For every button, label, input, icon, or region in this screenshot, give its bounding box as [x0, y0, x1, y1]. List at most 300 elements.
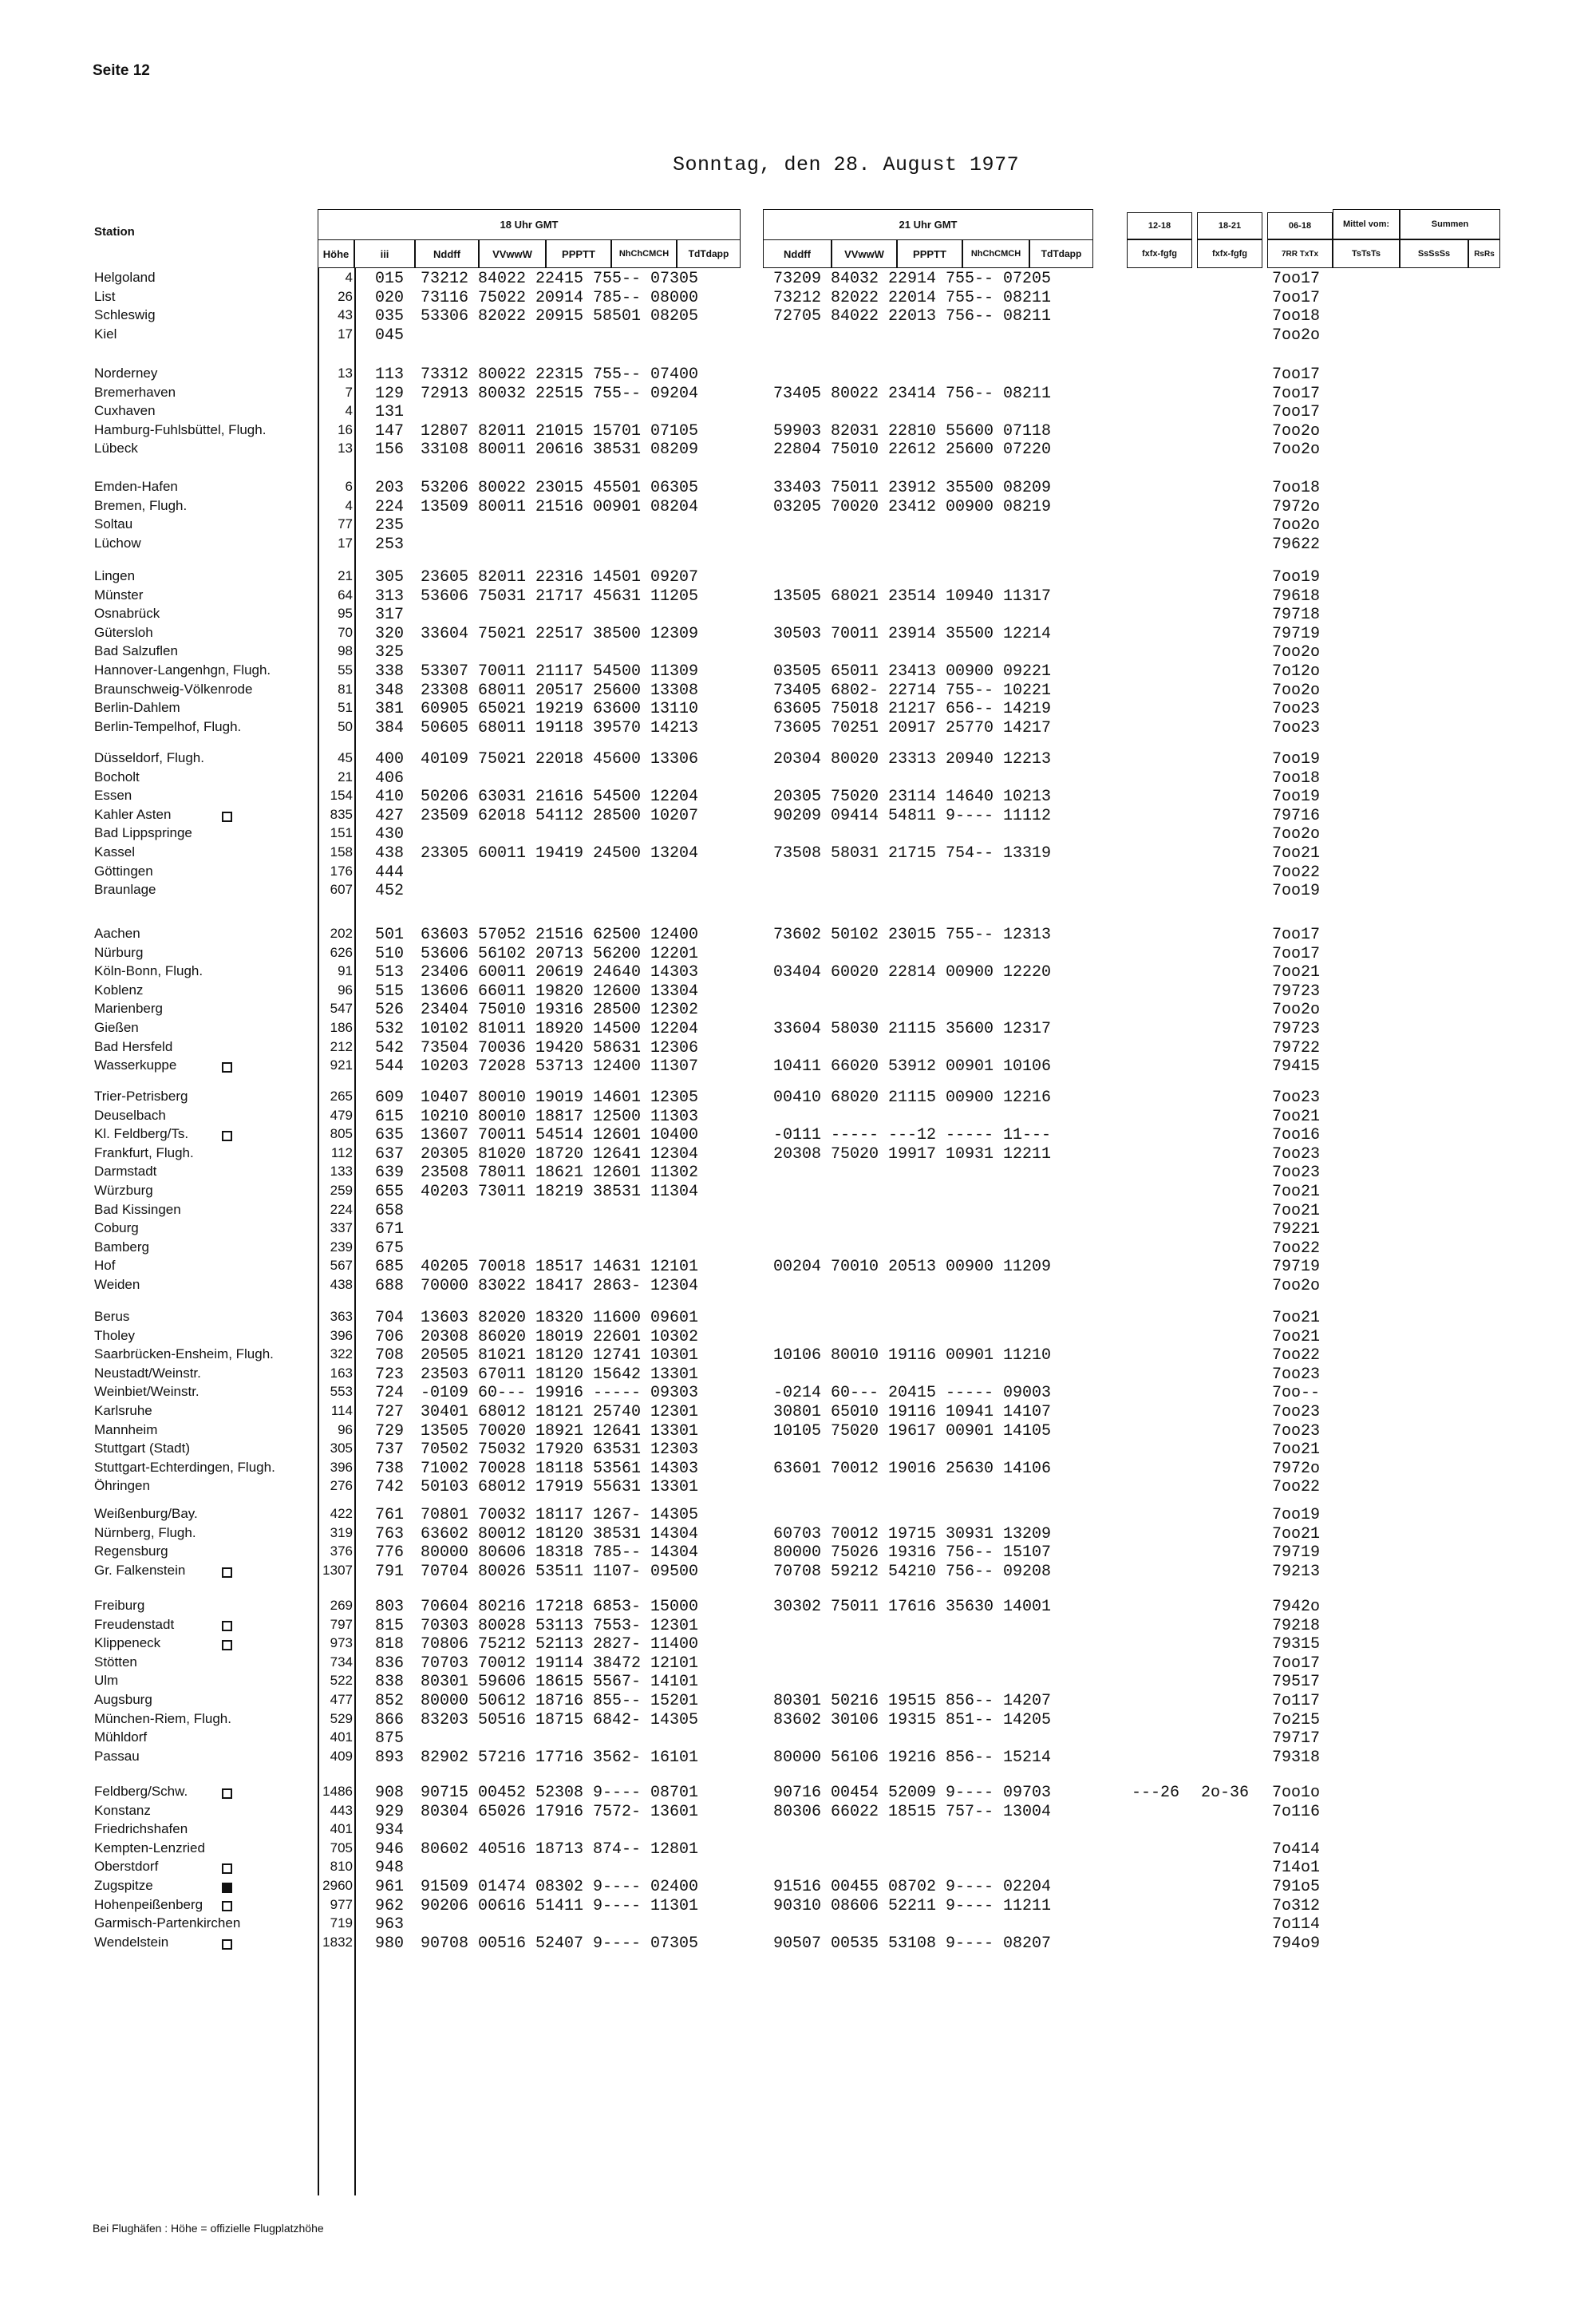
extremes-06-18: 7oo23	[1272, 1144, 1321, 1164]
obs-18-gmt: 13607 70011 54514 12601 10400	[421, 1126, 699, 1145]
station-name: Trier-Petrisberg	[94, 1089, 188, 1104]
obs-18-gmt: 10102 81011 18920 14500 12204	[421, 1020, 699, 1038]
obs-18-gmt: 13603 82020 18320 11600 09601	[421, 1309, 699, 1327]
station-id: 515	[375, 982, 405, 1001]
extremes-06-18: 7oo22	[1272, 1346, 1321, 1365]
extremes-06-18: 714o1	[1272, 1859, 1321, 1878]
table-row	[0, 1089, 1596, 1107]
extremes-06-18: 7oo22	[1272, 863, 1321, 882]
station-name: Bocholt	[94, 769, 140, 784]
table-row	[0, 788, 1596, 806]
station-height: 4	[345, 403, 353, 419]
table-row	[0, 1525, 1596, 1543]
extremes-06-18: 7oo23	[1272, 700, 1321, 719]
station-name: Mannheim	[94, 1421, 158, 1437]
station-height: 438	[330, 1277, 353, 1292]
station-height: 45	[338, 750, 353, 765]
obs-21-gmt: 80306 66022 18515 757-- 13004	[773, 1802, 1052, 1821]
extremes-06-18: 7oo21	[1272, 1183, 1321, 1201]
obs-18-gmt: 23605 82011 22316 14501 09207	[421, 568, 699, 587]
station-name: Karlsruhe	[94, 1403, 152, 1418]
extremes-06-18: 7oo22	[1272, 1478, 1321, 1497]
station-name: Bad Kissingen	[94, 1201, 181, 1217]
station-height: 98	[338, 643, 353, 659]
header-pppt-21: PPPTT	[897, 239, 962, 268]
station-name: Braunschweig-Völkenrode	[94, 681, 253, 697]
table-row	[0, 769, 1596, 788]
station-name: Hamburg-Fuhlsbüttel, Flugh.	[94, 421, 267, 437]
table-row	[0, 568, 1596, 587]
station-name: Würzburg	[94, 1183, 153, 1198]
station-name: Wasserkuppe	[94, 1057, 177, 1073]
header-nddff: Nddff	[415, 239, 479, 268]
station-height: 479	[330, 1107, 353, 1123]
station-height: 422	[330, 1506, 353, 1521]
table-row	[0, 1598, 1596, 1616]
station-id: 838	[375, 1673, 405, 1692]
table-row	[0, 385, 1596, 403]
extremes-06-18: 7oo17	[1272, 926, 1321, 944]
station-id: 381	[375, 700, 405, 719]
table-row	[0, 587, 1596, 606]
extremes-06-18: 79719	[1272, 624, 1321, 643]
station-height: 133	[330, 1164, 353, 1180]
station-height: 305	[330, 1440, 353, 1456]
station-height: 319	[330, 1524, 353, 1540]
extremes-06-18: 7oo17	[1272, 944, 1321, 963]
station-height: 705	[330, 1840, 353, 1855]
station-height: 163	[330, 1365, 353, 1381]
obs-18-gmt: 90715 00452 52308 9---- 08701	[421, 1784, 699, 1802]
obs-18-gmt: 83203 50516 18715 6842- 14305	[421, 1710, 699, 1729]
extremes-06-18: 7oo17	[1272, 270, 1321, 288]
extremes-06-18: 79315	[1272, 1635, 1321, 1654]
obs-18-gmt: 72913 80032 22515 755-- 09204	[421, 384, 699, 403]
obs-18-gmt: 23509 62018 54112 28500 10207	[421, 806, 699, 825]
extremes-06-18: 79213	[1272, 1562, 1321, 1581]
table-row	[0, 1543, 1596, 1562]
obs-21-gmt: -0214 60--- 20415 ----- 09003	[773, 1384, 1052, 1403]
extremes-06-18: 79719	[1272, 1258, 1321, 1277]
station-id: 724	[375, 1384, 405, 1403]
station-name: Bad Hersfeld	[94, 1038, 173, 1054]
extremes-06-18: 7oo21	[1272, 1201, 1321, 1220]
obs-21-gmt: 73508 58031 21715 754-- 13319	[773, 844, 1052, 863]
obs-21-gmt: 03404 60020 22814 00900 12220	[773, 963, 1052, 982]
station-id: 836	[375, 1654, 405, 1673]
table-row	[0, 1840, 1596, 1859]
station-id: 893	[375, 1748, 405, 1767]
obs-18-gmt: 13509 80011 21516 00901 08204	[421, 497, 699, 516]
station-name: List	[94, 288, 116, 304]
header-18uhr: 18 Uhr GMT	[318, 209, 741, 239]
obs-21-gmt: 10106 80010 19116 00901 11210	[773, 1346, 1052, 1365]
table-row	[0, 1277, 1596, 1295]
table-row	[0, 1821, 1596, 1840]
table-row	[0, 1183, 1596, 1201]
station-name: Norderney	[94, 366, 158, 381]
header-mittel-sub: TsTsTs	[1333, 239, 1400, 268]
table-row	[0, 1164, 1596, 1182]
extremes-06-18: 79718	[1272, 606, 1321, 625]
obs-18-gmt: 53307 70011 21117 54500 11309	[421, 662, 699, 681]
table-row	[0, 289, 1596, 307]
station-name: Nürnberg, Flugh.	[94, 1524, 196, 1540]
table-row	[0, 1729, 1596, 1748]
obs-21-gmt: 80000 75026 19316 756-- 15107	[773, 1543, 1052, 1563]
extremes-06-18: 7oo17	[1272, 366, 1321, 384]
square-icon	[222, 1899, 232, 1914]
extremes-06-18: 7oo2o	[1272, 825, 1321, 844]
header-summen: Summen	[1400, 209, 1500, 239]
extremes-06-18: 79415	[1272, 1057, 1321, 1077]
station-id: 727	[375, 1403, 405, 1421]
station-name: Feldberg/Schw.	[94, 1784, 188, 1799]
table-row	[0, 1403, 1596, 1421]
station-name: Klippeneck	[94, 1635, 161, 1651]
obs-18-gmt: 50103 68012 17919 55631 13301	[421, 1478, 699, 1497]
table-row	[0, 1202, 1596, 1220]
extremes-06-18: 7oo17	[1272, 403, 1321, 422]
station-height: 95	[338, 606, 353, 622]
extremes-06-18: 7oo21	[1272, 1309, 1321, 1327]
obs-21-gmt: 63601 70012 19016 25630 14106	[773, 1459, 1052, 1478]
obs-18-gmt: 73312 80022 22315 755-- 07400	[421, 366, 699, 384]
station-name: Coburg	[94, 1220, 139, 1236]
obs-18-gmt: 70704 80026 53511 1107- 09500	[421, 1562, 699, 1581]
obs-21-gmt: 13505 68021 23514 10940 11317	[773, 587, 1052, 606]
header-station: Station	[94, 225, 135, 239]
station-id: 224	[375, 497, 405, 516]
header-vvwww: VVwwW	[479, 239, 546, 268]
extremes-06-18: 7oo19	[1272, 788, 1321, 807]
station-id: 015	[375, 270, 405, 288]
obs-18-gmt: 73116 75022 20914 785-- 08000	[421, 288, 699, 307]
obs-18-gmt: -0109 60--- 19916 ----- 09303	[421, 1384, 699, 1403]
table-row	[0, 535, 1596, 554]
extremes-06-18: 7oo23	[1272, 1403, 1321, 1421]
station-height: 154	[330, 788, 353, 804]
station-id: 708	[375, 1346, 405, 1365]
station-name: Emden-Hafen	[94, 479, 178, 494]
station-id: 035	[375, 307, 405, 326]
header-12-18-sub: fxfx-fgfg	[1127, 239, 1192, 268]
station-name: Soltau	[94, 516, 133, 532]
obs-21-gmt: 90716 00454 52009 9---- 09703	[773, 1784, 1052, 1802]
station-name: Hannover-Langenhgn, Flugh.	[94, 662, 271, 678]
station-id: 147	[375, 421, 405, 441]
table-row	[0, 498, 1596, 516]
obs-21-gmt: 73212 82022 22014 755-- 08211	[773, 288, 1052, 307]
obs-18-gmt: 23305 60011 19419 24500 13204	[421, 844, 699, 863]
station-id: 253	[375, 535, 405, 554]
station-height: 16	[338, 421, 353, 437]
station-name: Aachen	[94, 926, 140, 941]
header-pppt: PPPTT	[546, 239, 611, 268]
obs-21-gmt: 03205 70020 23412 00900 08219	[773, 497, 1052, 516]
station-id: 706	[375, 1327, 405, 1346]
table-row	[0, 441, 1596, 459]
table-row	[0, 1001, 1596, 1019]
station-id: 946	[375, 1840, 405, 1859]
station-id: 020	[375, 288, 405, 307]
station-id: 313	[375, 587, 405, 606]
obs-18-gmt: 53606 75031 21717 45631 11205	[421, 587, 699, 606]
header-18-21: 18-21	[1197, 212, 1262, 239]
station-height: 2960	[322, 1878, 353, 1893]
obs-21-gmt: 59903 82031 22810 55600 07118	[773, 421, 1052, 441]
station-id: 513	[375, 963, 405, 982]
obs-18-gmt: 30401 68012 18121 25740 12301	[421, 1403, 699, 1421]
station-height: 51	[338, 700, 353, 716]
station-name: Kahler Asten	[94, 806, 172, 822]
station-name: Augsburg	[94, 1692, 152, 1707]
station-id: 742	[375, 1478, 405, 1497]
table-row	[0, 1673, 1596, 1691]
station-id: 875	[375, 1729, 405, 1749]
extremes-06-18: 79723	[1272, 1020, 1321, 1038]
header-21uhr: 21 Uhr GMT	[763, 209, 1093, 239]
obs-18-gmt: 70303 80028 53113 7553- 12301	[421, 1616, 699, 1635]
extremes-06-18: 7oo1o	[1272, 1784, 1321, 1802]
table-row	[0, 1506, 1596, 1524]
station-id: 544	[375, 1057, 405, 1077]
table-row	[0, 662, 1596, 681]
station-id: 852	[375, 1692, 405, 1710]
obs-18-gmt: 53206 80022 23015 45501 06305	[421, 479, 699, 497]
table-row	[0, 1635, 1596, 1654]
header-summen-sub2: RsRs	[1468, 239, 1500, 268]
obs-21-gmt: 30801 65010 19116 10941 14107	[773, 1403, 1052, 1421]
obs-21-gmt: -0111 ----- ---12 ----- 11---	[773, 1126, 1052, 1145]
station-id: 526	[375, 1001, 405, 1020]
obs-18-gmt: 80602 40516 18713 874-- 12801	[421, 1840, 699, 1859]
station-height: 21	[338, 769, 353, 784]
square-icon	[222, 1060, 232, 1074]
square-icon	[222, 1638, 232, 1652]
square-icon	[222, 1619, 232, 1634]
table-row	[0, 606, 1596, 624]
station-height: 1307	[322, 1562, 353, 1578]
obs-18-gmt: 10407 80010 19019 14601 12305	[421, 1089, 699, 1107]
station-height: 1486	[322, 1784, 353, 1799]
obs-18-gmt: 20505 81021 18120 12741 10301	[421, 1346, 699, 1365]
station-name: Tholey	[94, 1327, 136, 1343]
obs-21-gmt: 70708 59212 54210 756-- 09208	[773, 1562, 1052, 1581]
station-name: Gr. Falkenstein	[94, 1562, 186, 1578]
footnote: Bei Flughäfen : Höhe = offizielle Flugplatzhöhe	[93, 2222, 324, 2235]
obs-21-gmt: 60703 70012 19715 30931 13209	[773, 1524, 1052, 1543]
station-height: 4	[345, 497, 353, 513]
station-name: Freiburg	[94, 1598, 145, 1613]
station-name: Weißenburg/Bay.	[94, 1506, 198, 1521]
table-row	[0, 1258, 1596, 1276]
station-name: Berus	[94, 1309, 130, 1324]
station-id: 637	[375, 1144, 405, 1164]
obs-18-gmt: 91509 01474 08302 9---- 02400	[421, 1878, 699, 1896]
square-icon	[222, 809, 232, 824]
header-06-18-sub: 7RR TxTx	[1267, 239, 1333, 268]
station-height: 529	[330, 1710, 353, 1726]
station-id: 113	[375, 366, 405, 384]
station-height: 77	[338, 516, 353, 532]
station-id: 305	[375, 568, 405, 587]
extremes-06-18: 79722	[1272, 1038, 1321, 1057]
extremes-06-18: 7972o	[1272, 1459, 1321, 1478]
extremes-06-18: 79719	[1272, 1543, 1321, 1563]
obs-21-gmt: 80301 50216 19515 856-- 14207	[773, 1692, 1052, 1710]
table-row	[0, 479, 1596, 497]
station-id: 963	[375, 1915, 405, 1934]
table-row	[0, 945, 1596, 963]
station-name: Bamberg	[94, 1239, 149, 1255]
obs-21-gmt: 20305 75020 23114 14640 10213	[773, 788, 1052, 807]
station-name: Kempten-Lenzried	[94, 1840, 205, 1855]
obs-18-gmt: 80000 80606 18318 785-- 14304	[421, 1543, 699, 1563]
station-id: 908	[375, 1784, 405, 1802]
station-height: 626	[330, 944, 353, 960]
station-name: Hohenpeißenberg	[94, 1896, 203, 1912]
station-name: Stuttgart (Stadt)	[94, 1440, 190, 1456]
station-height: 151	[330, 825, 353, 841]
date-heading: Sonntag, den 28. August 1977	[673, 153, 1020, 176]
obs-21-gmt: 73605 70251 20917 25770 14217	[773, 718, 1052, 737]
obs-18-gmt: 33108 80011 20616 38531 08209	[421, 441, 699, 460]
table-row	[0, 1878, 1596, 1896]
station-id: 763	[375, 1524, 405, 1543]
extremes-06-18: 7oo17	[1272, 288, 1321, 307]
table-row	[0, 1328, 1596, 1346]
station-height: 322	[330, 1346, 353, 1362]
station-id: 655	[375, 1183, 405, 1201]
obs-18-gmt: 53606 56102 20713 56200 12201	[421, 944, 699, 963]
station-name: Regensburg	[94, 1543, 168, 1559]
obs-18-gmt: 73212 84022 22415 755-- 07305	[421, 270, 699, 288]
extremes-06-18: 7o215	[1272, 1710, 1321, 1729]
header-summen-sub1: SsSsSs	[1400, 239, 1468, 268]
station-height: 64	[338, 587, 353, 603]
station-name: Gießen	[94, 1020, 139, 1035]
extremes-06-18: 7oo19	[1272, 882, 1321, 901]
station-height: 805	[330, 1126, 353, 1142]
station-name: Hof	[94, 1258, 116, 1274]
station-id: 962	[375, 1896, 405, 1915]
table-row	[0, 1711, 1596, 1729]
station-height: 797	[330, 1616, 353, 1632]
extremes-06-18: 79723	[1272, 982, 1321, 1001]
station-name: Göttingen	[94, 863, 153, 879]
table-row	[0, 1654, 1596, 1673]
station-height: 186	[330, 1020, 353, 1035]
table-row	[0, 926, 1596, 944]
station-id: 438	[375, 844, 405, 863]
station-id: 131	[375, 403, 405, 422]
square-icon	[222, 1786, 232, 1800]
obs-18-gmt: 73504 70036 19420 58631 12306	[421, 1038, 699, 1057]
station-id: 317	[375, 606, 405, 625]
table-row	[0, 1803, 1596, 1821]
extremes-06-18: 7oo21	[1272, 1107, 1321, 1126]
station-id: 156	[375, 441, 405, 460]
extremes-06-18: 7oo21	[1272, 1440, 1321, 1460]
station-name: Marienberg	[94, 1001, 163, 1017]
station-name: Deuselbach	[94, 1107, 166, 1123]
station-height: 401	[330, 1821, 353, 1837]
station-height: 734	[330, 1654, 353, 1670]
header-vvwww-21: VVwwW	[832, 239, 897, 268]
extremes-06-18: 791o5	[1272, 1878, 1321, 1896]
station-name: Gütersloh	[94, 624, 153, 640]
extremes-06-18: 7oo21	[1272, 1327, 1321, 1346]
station-id: 671	[375, 1220, 405, 1239]
station-id: 542	[375, 1038, 405, 1057]
obs-18-gmt: 90708 00516 52407 9---- 07305	[421, 1934, 699, 1953]
station-id: 384	[375, 718, 405, 737]
table-row	[0, 1563, 1596, 1581]
station-height: 276	[330, 1478, 353, 1494]
station-id: 658	[375, 1201, 405, 1220]
station-name: Darmstadt	[94, 1164, 157, 1180]
station-id: 235	[375, 516, 405, 535]
station-height: 477	[330, 1692, 353, 1707]
station-height: 43	[338, 307, 353, 323]
station-height: 114	[330, 1403, 353, 1418]
station-height: 396	[330, 1459, 353, 1475]
extremes-06-18: 7oo23	[1272, 718, 1321, 737]
header-hoehe: Höhe	[318, 239, 354, 268]
station-name: Weinbiet/Weinstr.	[94, 1384, 200, 1400]
obs-18-gmt: 13606 66011 19820 12600 13304	[421, 982, 699, 1001]
station-id: 776	[375, 1543, 405, 1563]
station-height: 269	[330, 1598, 353, 1613]
extremes-06-18: 7oo17	[1272, 1654, 1321, 1673]
station-height: 176	[330, 863, 353, 879]
station-height: 607	[330, 882, 353, 898]
extremes-06-18: 7oo16	[1272, 1126, 1321, 1145]
extremes-06-18: 7oo2o	[1272, 643, 1321, 662]
table-row	[0, 864, 1596, 882]
extremes-06-18: 79517	[1272, 1673, 1321, 1692]
extremes-06-18: 7oo23	[1272, 1089, 1321, 1107]
square-icon	[222, 1861, 232, 1875]
table-row	[0, 270, 1596, 288]
obs-18-gmt: 63602 80012 18120 38531 14304	[421, 1524, 699, 1543]
square-icon	[222, 1128, 232, 1143]
obs-18-gmt: 80301 59606 18615 5567- 14101	[421, 1673, 699, 1692]
station-height: 396	[330, 1327, 353, 1343]
station-name: Saarbrücken-Ensheim, Flugh.	[94, 1346, 274, 1362]
station-name: Kiel	[94, 326, 117, 342]
station-height: 13	[338, 441, 353, 456]
header-06-18: 06-18	[1267, 212, 1333, 239]
table-row	[0, 882, 1596, 900]
extremes-06-18: 7o116	[1272, 1802, 1321, 1821]
station-name: Kassel	[94, 844, 136, 860]
obs-18-gmt: 10203 72028 53713 12400 11307	[421, 1057, 699, 1077]
station-name: Kl. Feldberg/Ts.	[94, 1126, 189, 1142]
header-12-18: 12-18	[1127, 212, 1192, 239]
station-name: Ulm	[94, 1673, 119, 1689]
extremes-06-18: 7o114	[1272, 1915, 1321, 1934]
extremes-06-18: 7oo2o	[1272, 421, 1321, 441]
extremes-06-18: 7oo2o	[1272, 681, 1321, 700]
table-row	[0, 1020, 1596, 1038]
station-name: Oberstdorf	[94, 1859, 159, 1875]
station-name: Bad Lippspringe	[94, 825, 192, 841]
filled-square-icon	[222, 1880, 232, 1895]
station-height: 443	[330, 1802, 353, 1818]
station-name: Lüchow	[94, 535, 141, 551]
